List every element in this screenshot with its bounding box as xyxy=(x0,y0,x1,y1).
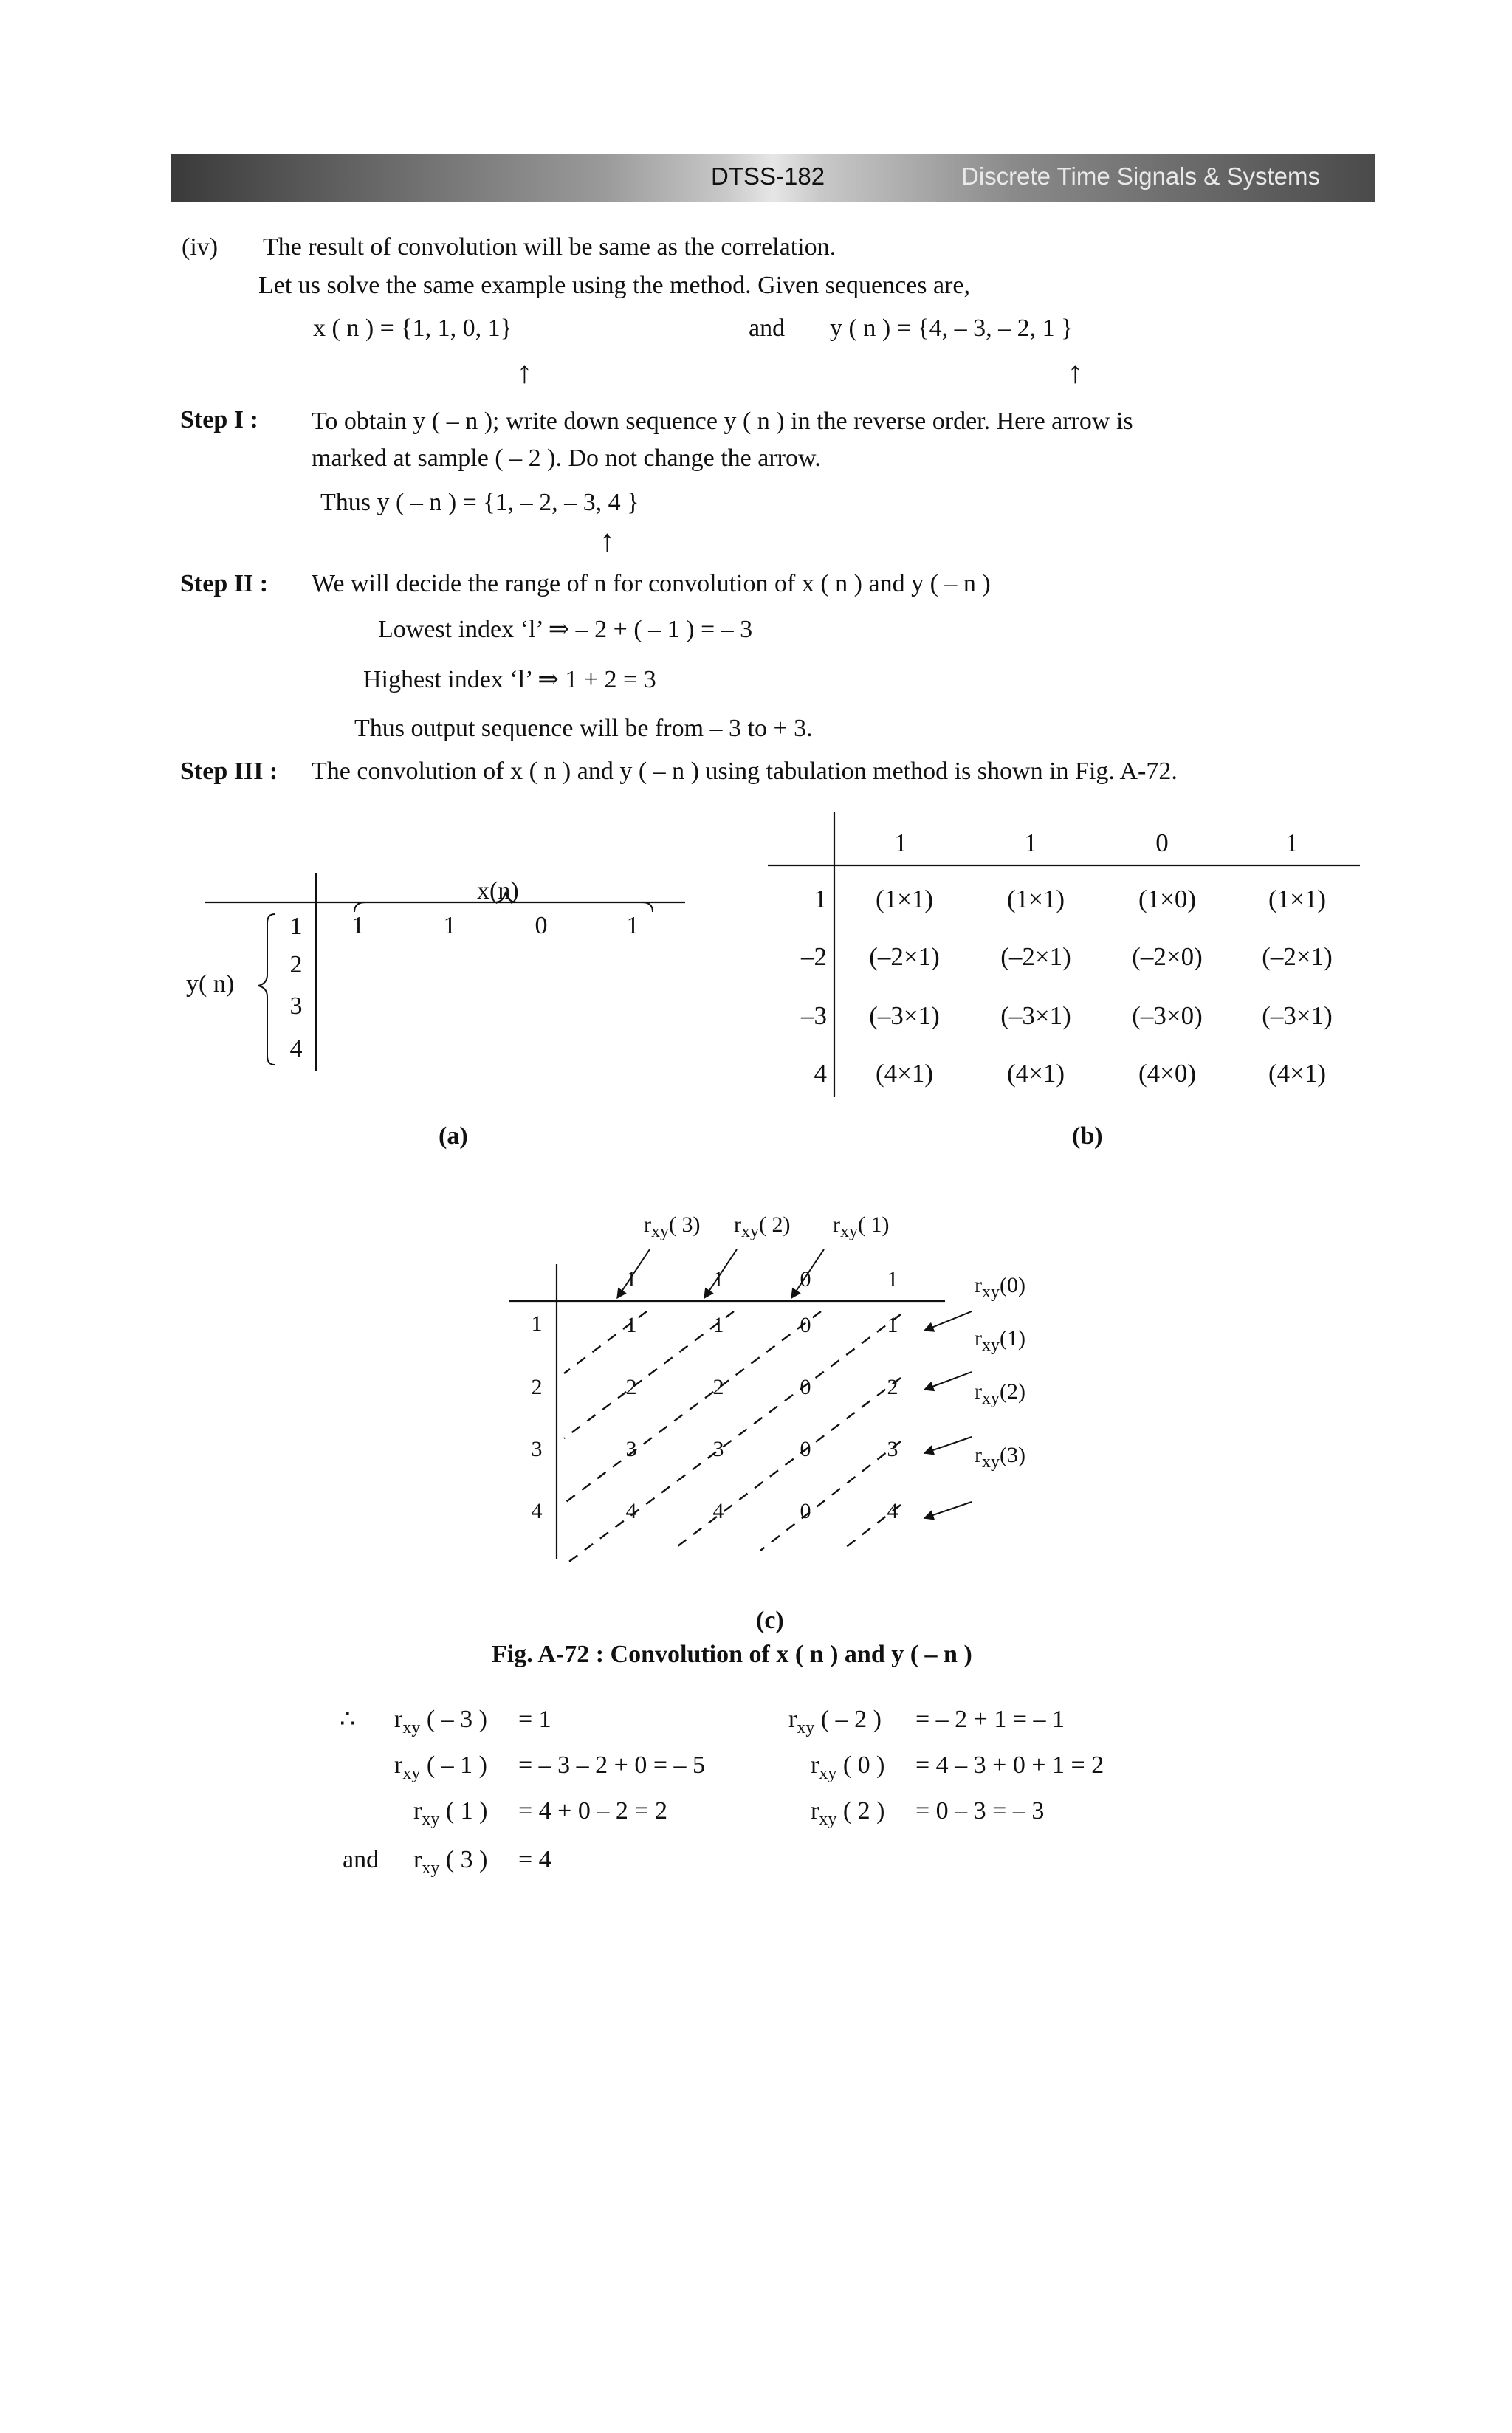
figure-c-cell: 2 xyxy=(712,1375,724,1399)
y-origin-arrow: ↑ xyxy=(1068,356,1083,390)
figure-a-lines xyxy=(199,561,701,1078)
figure-b-row-header: 1 xyxy=(814,885,827,913)
result-eq-2: = 0 – 3 = – 3 xyxy=(915,1797,1045,1825)
figure-b-col-header: 1 xyxy=(1024,828,1037,857)
output-range: Thus output sequence will be from – 3 to + 3. xyxy=(354,715,813,742)
figure-c-caption: (c) xyxy=(756,1607,784,1634)
figure-c-col-header: 1 xyxy=(712,1267,724,1291)
result-r-1: $r_{xy}$ ( 1 ) xyxy=(413,1797,488,1829)
figure-b-col-header: 1 xyxy=(1285,828,1299,857)
figure-b-cell: (–2×1) xyxy=(869,942,940,971)
figure-c-cell: 0 xyxy=(800,1437,811,1461)
figure-b-cell: (1×0) xyxy=(1138,885,1197,913)
step-2-label: Step II : xyxy=(180,570,269,597)
highest-index: Highest index ‘l’ ⇒ 1 + 2 = 3 xyxy=(363,666,656,693)
figure-c-cell: 4 xyxy=(887,1499,898,1523)
y-reverse-arrow: ↑ xyxy=(599,524,615,558)
figure-a-caption: (a) xyxy=(439,1122,468,1150)
figure-b-col-header: 1 xyxy=(894,828,907,857)
figure-c-side-label: $r_{xy}(1)$ xyxy=(975,1326,1025,1355)
figure-a-x-value: 1 xyxy=(626,912,639,939)
figure-a-y-value: 1 xyxy=(289,913,303,940)
figure-c-cell: 3 xyxy=(712,1437,724,1461)
step-3-label: Step III : xyxy=(180,758,278,785)
figure-b-cell: (–3×1) xyxy=(1000,1001,1071,1030)
lowest-index: Lowest index ‘l’ ⇒ – 2 + ( – 1 ) = – 3 xyxy=(378,616,753,643)
result-r-3: $r_{xy}$ ( 3 ) xyxy=(413,1846,488,1878)
intro-line-2: Let us solve the same example using the method. Given sequences are, xyxy=(258,272,970,299)
result-r-2: $r_{xy}$ ( 2 ) xyxy=(811,1797,885,1829)
step-3-line-1: The convolution of x ( n ) and y ( – n ) using tabulation method is shown in Fig. A-72. xyxy=(312,758,1178,785)
figure-b-cell: (–2×0) xyxy=(1132,942,1203,971)
figure-b-col-header: 0 xyxy=(1155,828,1169,857)
and-word: and xyxy=(749,315,786,342)
figure-c-col-header: 1 xyxy=(625,1267,637,1291)
figure-b-row-header: 4 xyxy=(814,1059,827,1088)
result-eq-neg1: = – 3 – 2 + 0 = – 5 xyxy=(518,1751,706,1779)
figure-c-top-label-r1: $r_{xy}$( 1) xyxy=(833,1212,890,1241)
step-1-line-1: To obtain y ( – n ); write down sequence y ( n ) in the reverse order. Here arrow is xyxy=(312,408,1133,435)
result-r-0: $r_{xy}$ ( 0 ) xyxy=(811,1751,885,1783)
step-1-line-2: marked at sample ( – 2 ). Do not change the arrow. xyxy=(312,445,821,472)
figure-a-x-label: x(n) xyxy=(477,877,519,905)
figure-b-row-header: –2 xyxy=(801,942,827,971)
figure-b-cell: (1×1) xyxy=(1268,885,1327,913)
result-r-neg2: $r_{xy}$ ( – 2 ) xyxy=(788,1706,882,1737)
figure-a-y-value: 3 xyxy=(289,992,303,1020)
figure-c-row-header: 4 xyxy=(531,1499,543,1523)
figure-c-lines xyxy=(502,1240,1019,1565)
result-eq-3: = 4 xyxy=(518,1846,551,1873)
figure-c-side-label: $r_{xy}(3)$ xyxy=(975,1443,1025,1472)
figure-b-cell: (–3×1) xyxy=(1262,1001,1333,1030)
figure-c-cell: 4 xyxy=(712,1499,724,1523)
figure-b-row-header: –3 xyxy=(801,1001,827,1030)
figure-a-y-label: y( n) xyxy=(186,970,235,998)
x-sequence: x ( n ) = {1, 1, 0, 1} xyxy=(313,315,512,342)
result-eq-neg3: = 1 xyxy=(518,1706,551,1733)
figure-c-top-label-r3: $r_{xy}$( 3) xyxy=(644,1212,701,1241)
figure-a-x-value: 1 xyxy=(443,912,456,939)
figure-c-side-label: $r_{xy}(0)$ xyxy=(975,1273,1025,1302)
figure-b-cell: (1×1) xyxy=(875,885,934,913)
figure-c-col-header: 0 xyxy=(800,1267,811,1291)
figure-title: Fig. A-72 : Convolution of x ( n ) and y ( – n ) xyxy=(492,1641,972,1668)
result-r-neg1: $r_{xy}$ ( – 1 ) xyxy=(394,1751,487,1783)
figure-c-top-label-r2: $r_{xy}$( 2) xyxy=(734,1212,791,1241)
figure-c-cell: 4 xyxy=(625,1499,637,1523)
figure-b-cell: (–3×0) xyxy=(1132,1001,1203,1030)
figure-c-side-label: $r_{xy}(2)$ xyxy=(975,1379,1025,1408)
figure-b-cell: (4×1) xyxy=(1268,1059,1327,1088)
figure-c-cell: 2 xyxy=(887,1375,898,1399)
page-code: DTSS-182 xyxy=(711,162,825,190)
figure-c-cell: 3 xyxy=(625,1437,637,1461)
figure-a-x-value: 1 xyxy=(351,912,365,939)
figure-b-cell: (4×1) xyxy=(875,1059,934,1088)
and-word: and xyxy=(343,1846,379,1873)
figure-c-cell: 0 xyxy=(800,1499,811,1523)
result-eq-0: = 4 – 3 + 0 + 1 = 2 xyxy=(915,1751,1104,1779)
figure-c-row-header: 1 xyxy=(531,1311,543,1336)
figure-c-row-header: 3 xyxy=(531,1437,543,1461)
result-eq-1: = 4 + 0 – 2 = 2 xyxy=(518,1797,668,1825)
figure-c-cell: 1 xyxy=(712,1313,724,1337)
figure-b-cell: (4×0) xyxy=(1138,1059,1197,1088)
step-1-line-3: Thus y ( – n ) = {1, – 2, – 3, 4 } xyxy=(320,489,639,516)
y-sequence: y ( n ) = {4, – 3, – 2, 1 } xyxy=(830,315,1073,342)
figure-c-cell: 1 xyxy=(887,1313,898,1337)
step-1-label: Step I : xyxy=(180,406,258,433)
figure-a-y-value: 2 xyxy=(289,951,303,978)
figure-b-cell: (–2×1) xyxy=(1262,942,1333,971)
figure-c-row-header: 2 xyxy=(531,1375,543,1399)
figure-c-cell: 1 xyxy=(625,1313,637,1337)
figure-a-y-value: 4 xyxy=(289,1035,303,1063)
figure-c-cell: 0 xyxy=(800,1375,811,1399)
figure-b-cell: (–3×1) xyxy=(869,1001,940,1030)
result-eq-neg2: = – 2 + 1 = – 1 xyxy=(915,1706,1065,1733)
figure-b-cell: (–2×1) xyxy=(1000,942,1071,971)
figure-a-x-value: 0 xyxy=(535,912,548,939)
result-r-neg3: $r_{xy}$ ( – 3 ) xyxy=(394,1706,487,1737)
item-marker: (iv) xyxy=(182,233,219,261)
chapter-title: Discrete Time Signals & Systems xyxy=(961,162,1320,190)
figure-c-cell: 2 xyxy=(625,1375,637,1399)
figure-c-cell: 3 xyxy=(887,1437,898,1461)
figure-b-cell: (1×1) xyxy=(1006,885,1065,913)
therefore-symbol: ∴ xyxy=(340,1706,356,1733)
intro-line-1: The result of convolution will be same as the correlation. xyxy=(263,233,836,261)
figure-c-col-header: 1 xyxy=(887,1267,898,1291)
figure-b-cell: (4×1) xyxy=(1006,1059,1065,1088)
figure-b-caption: (b) xyxy=(1072,1122,1103,1150)
step-2-line-1: We will decide the range of n for convolution of x ( n ) and y ( – n ) xyxy=(312,570,991,597)
figure-c-cell: 0 xyxy=(800,1313,811,1337)
x-origin-arrow: ↑ xyxy=(517,356,532,390)
